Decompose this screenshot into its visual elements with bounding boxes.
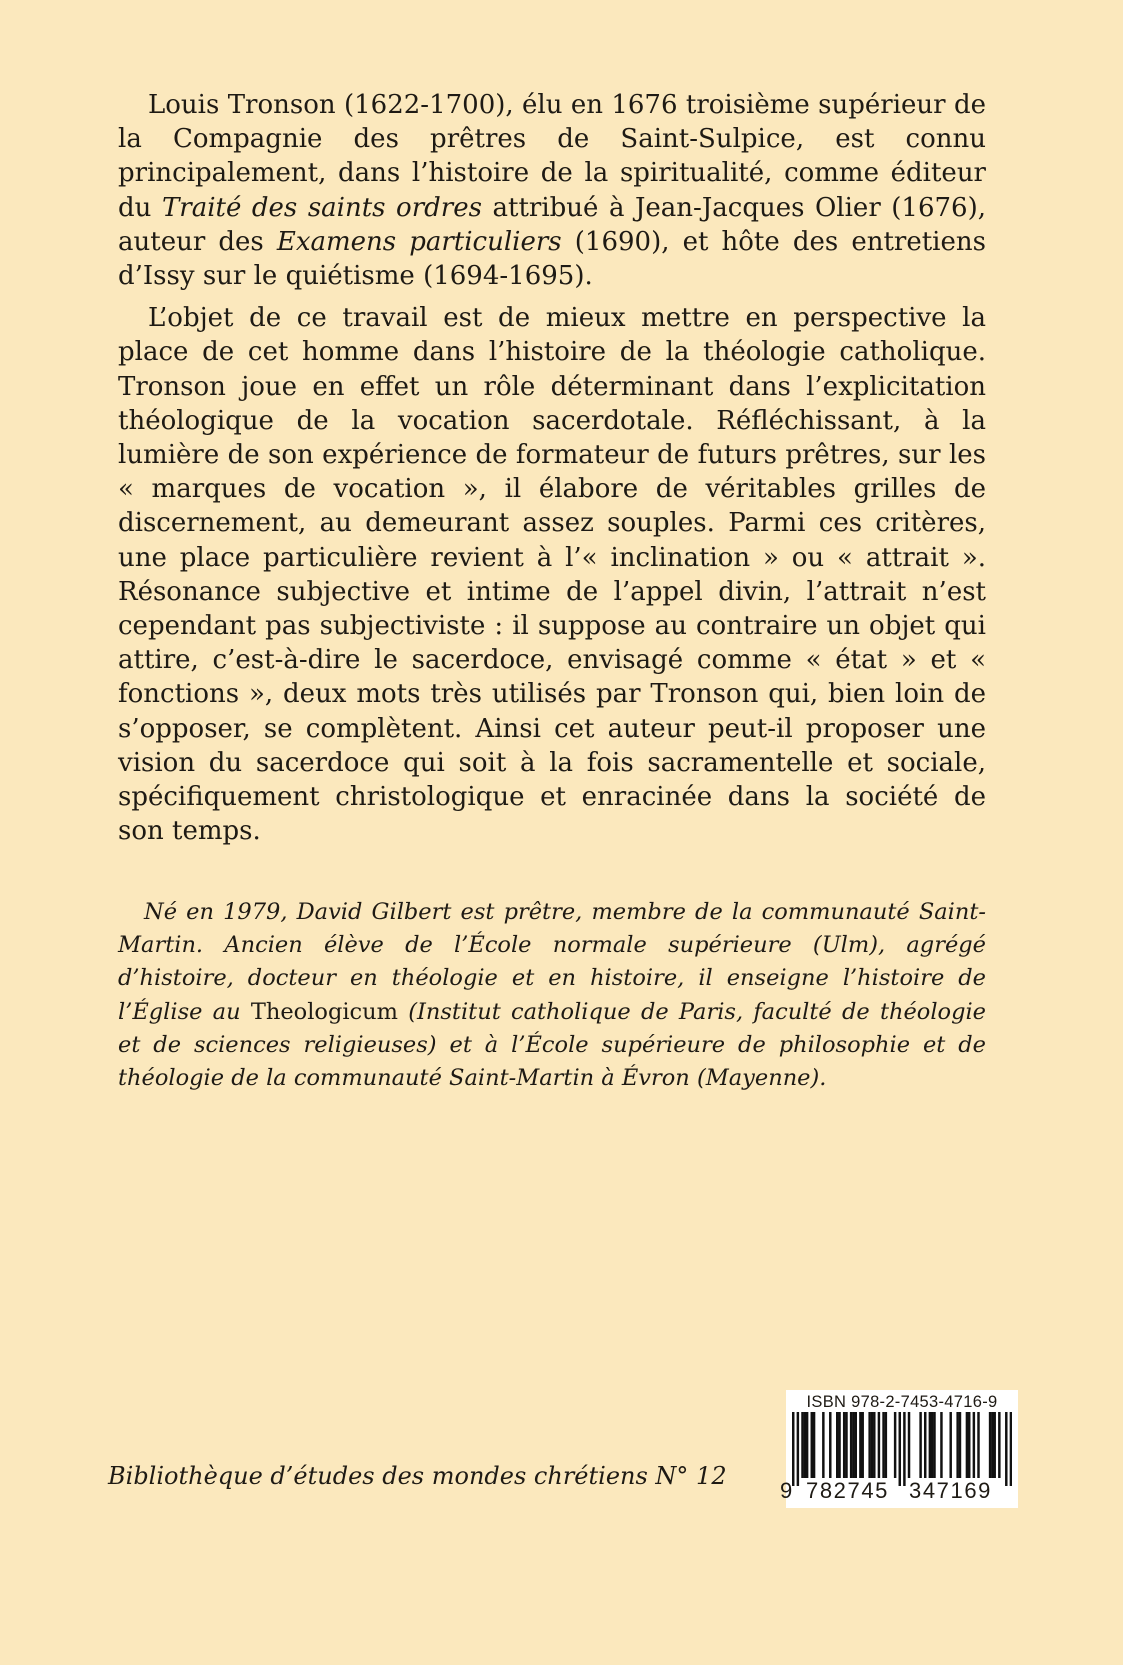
summary-p1-text-b: attribué à Jean-Jacques Olier (1676), auteur des xyxy=(118,192,987,257)
barcode-bar xyxy=(991,1412,993,1478)
isbn-barcode xyxy=(780,1390,1018,1508)
barcode-bar xyxy=(850,1412,852,1478)
barcode-bar xyxy=(919,1412,921,1478)
barcode-bar xyxy=(1005,1412,1007,1486)
book-title-examens: Examens particuliers xyxy=(276,226,562,257)
barcode-bar xyxy=(929,1412,931,1478)
barcode-bar xyxy=(871,1412,873,1478)
barcode-bar xyxy=(956,1412,958,1478)
barcode-bar xyxy=(852,1412,854,1478)
barcode-bar xyxy=(855,1412,857,1478)
barcode-bar xyxy=(977,1412,979,1478)
barcode-bar xyxy=(868,1412,870,1478)
barcode-bar xyxy=(801,1412,803,1478)
barcode-bar xyxy=(966,1412,968,1478)
barcode-bar xyxy=(845,1412,847,1478)
barcode-bar xyxy=(931,1412,933,1478)
barcode-bar xyxy=(811,1412,813,1478)
barcode-bar xyxy=(878,1412,880,1478)
isbn-label: ISBN 978-2-7453-4716-9 xyxy=(806,1393,998,1411)
barcode-bar xyxy=(989,1412,991,1478)
barcode-bar xyxy=(843,1412,845,1478)
barcode-bar xyxy=(822,1412,824,1478)
ean-right-group: 347169 xyxy=(909,1478,993,1503)
ean-first-digit: 9 xyxy=(780,1478,793,1503)
book-title-traite: Traité des saints ordres xyxy=(161,192,482,223)
barcode-bars xyxy=(792,1412,1012,1486)
barcode-bar xyxy=(903,1412,905,1486)
bio-theologicum: Theologicum xyxy=(250,998,398,1025)
barcode-bar xyxy=(998,1412,1000,1478)
barcode-bar xyxy=(885,1412,887,1478)
barcode-bar xyxy=(861,1412,863,1478)
barcode-bar xyxy=(959,1412,961,1478)
barcode-bar xyxy=(882,1412,884,1478)
summary-paragraph-2: L’objet de ce travail est de mieux mettre en perspective la place de cet homme dans l’histoire de la théologie catholique. Tronson joue en effet un rôle déterminant dans l’explicitation théologique de la vocation sacerdotale. Réfléchissant, à la lumière de son expérience de formateur de futurs prêtres, sur les « marques de vocation », il élabore de véritables grilles de discernement, au demeurant assez souples. Parmi ces critères, une place particulière revient à l’« inclination » ou « attrait ». Résonance subjective et intime de l’appel divin, l’attrait n’est cependant pas subjectiviste : il suppose au contraire un objet qui attire, c’est-à-dire le sacerdoce, envisagé comme « état » et « fonctions », deux mots très utilisés par Tronson qui, bien loin de s’opposer, se complètent. Ainsi cet auteur peut-il proposer une vision du sacerdoce qui soit à la fois sacramentelle et sociale, spécifiquement christologique et enracinée dans la société de son temps. xyxy=(118,303,986,847)
barcode-bar xyxy=(899,1412,901,1486)
barcode-bar xyxy=(1010,1412,1012,1486)
barcode-bar xyxy=(806,1412,808,1478)
barcode-bar xyxy=(859,1412,861,1478)
author-bio xyxy=(118,896,986,1095)
barcode-bar xyxy=(813,1412,815,1478)
bio-text-b: (Institut catholique de Paris, faculté de théologie et de sciences religieuses) et à l’École supérieure de philosophie et de théologie de la communauté Saint-Martin à Évron (Mayenne). xyxy=(118,998,986,1092)
summary-text xyxy=(118,88,986,848)
barcode-bar xyxy=(940,1412,942,1478)
series-title: Bibliothèque d’études des mondes chrétiens N° 12 xyxy=(108,1462,727,1490)
summary-p1-text-c: (1690), et hôte des entretiens d’Issy sur le quiétisme (1694-1695). xyxy=(118,226,986,292)
barcode-bar xyxy=(894,1412,896,1478)
author-bio-paragraph xyxy=(118,896,986,1095)
barcode-bar xyxy=(968,1412,970,1478)
barcode-bar xyxy=(797,1412,799,1486)
barcode-bar xyxy=(792,1412,794,1486)
barcode-bar xyxy=(804,1412,806,1478)
barcode-bar xyxy=(908,1412,910,1478)
ean-left-group: 782745 xyxy=(806,1478,890,1503)
barcode-bar xyxy=(838,1412,840,1478)
barcode-bar xyxy=(973,1412,975,1478)
summary-p1-text-a: Louis Tronson (1622-1700), élu en 1676 troisième supérieur de la Compagnie des prêtres de Saint-Sulpice, est connu principalement, dans l’histoire de la spiritualité, comme éditeur du xyxy=(118,90,986,223)
barcode-bar xyxy=(873,1412,875,1478)
barcode-bar xyxy=(993,1412,995,1478)
barcode-bar xyxy=(829,1412,831,1478)
barcode-bar xyxy=(836,1412,838,1478)
barcode-bar xyxy=(924,1412,926,1478)
summary-paragraph-1 xyxy=(118,88,986,293)
barcode-bar xyxy=(933,1412,935,1478)
barcode-bar xyxy=(949,1412,951,1478)
bio-text-a: Né en 1979, David Gilbert est prêtre, membre de la communauté Saint-Martin. Ancien élève de l’École normale supérieure (Ulm), agrégé d’histoire, docteur en théologie et en histoire, il enseigne l’histoire de l’Église au xyxy=(118,899,986,1025)
